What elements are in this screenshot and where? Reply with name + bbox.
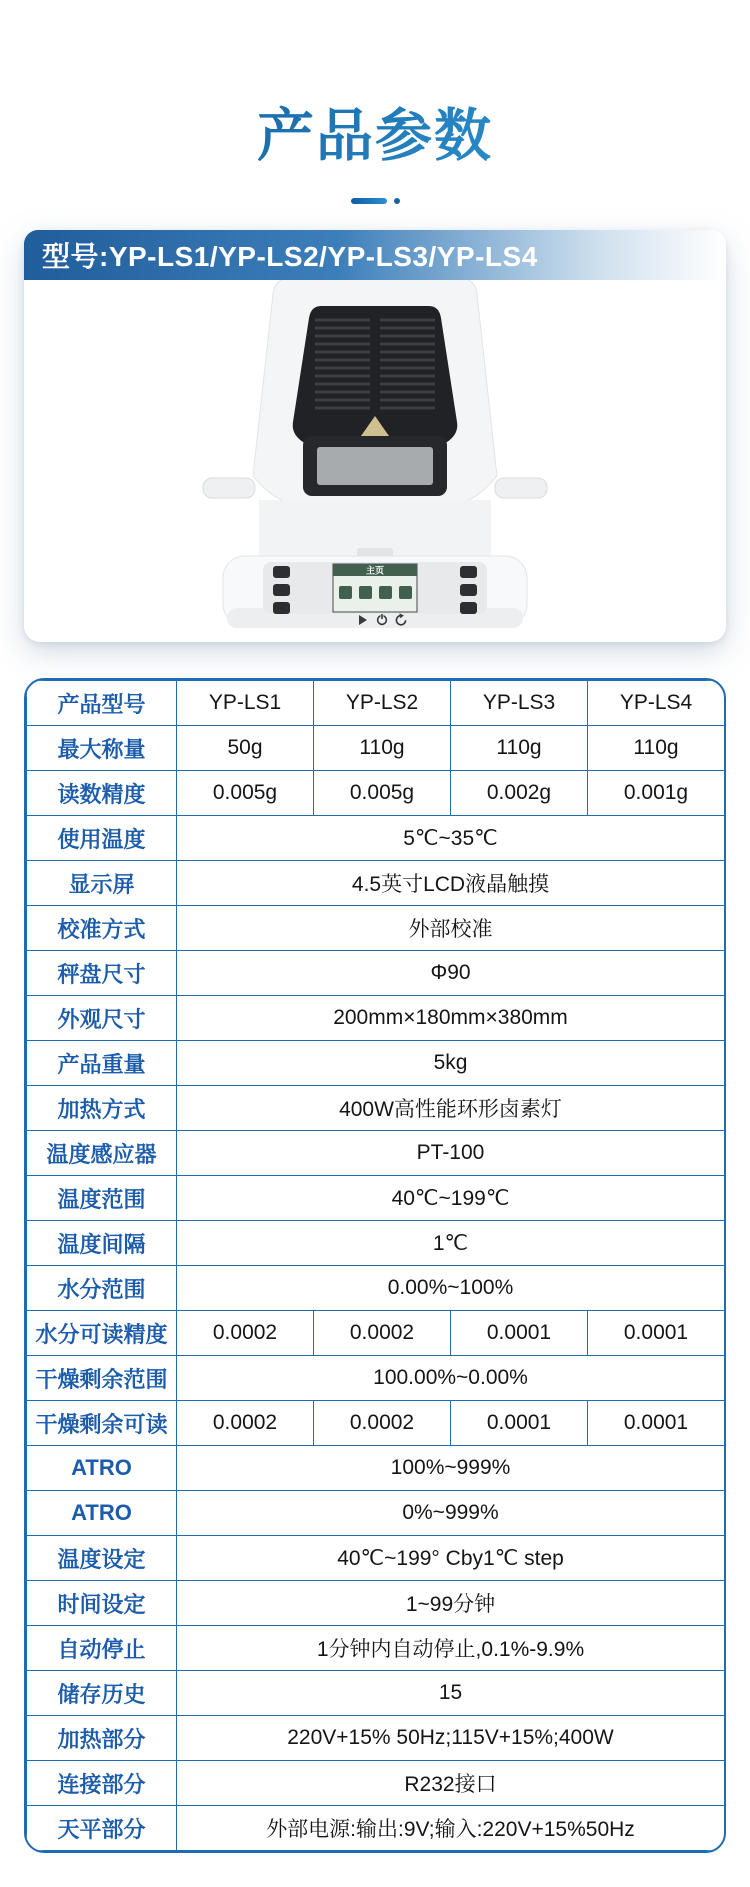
spec-value: YP-LS1 [177, 681, 314, 726]
spec-value: 1分钟内自动停止,0.1%-9.9% [177, 1626, 725, 1671]
device-screen-title: 主页 [365, 565, 385, 576]
spec-value: 0.0002 [177, 1311, 314, 1356]
spec-label: 加热部分 [27, 1716, 177, 1761]
table-row [27, 816, 725, 861]
spec-label: 外观尺寸 [27, 996, 177, 1041]
section-divider [0, 198, 750, 204]
table-row [27, 1176, 725, 1221]
table-row [27, 1761, 725, 1806]
spec-label: 校准方式 [27, 906, 177, 951]
spec-label: 温度感应器 [27, 1131, 177, 1176]
spec-value: Φ90 [177, 951, 725, 996]
spec-value: PT-100 [177, 1131, 725, 1176]
spec-value: 0.002g [451, 771, 588, 816]
table-row [27, 1536, 725, 1581]
spec-table [24, 678, 726, 1853]
table-row [27, 1266, 725, 1311]
spec-value: 外部电源:输出:9V;输入:220V+15%50Hz [177, 1806, 725, 1851]
spec-label: 显示屏 [27, 861, 177, 906]
spec-label: 储存历史 [27, 1671, 177, 1716]
spec-value: 0.0001 [588, 1401, 725, 1446]
spec-label: 水分可读精度 [27, 1311, 177, 1356]
spec-value: 0.005g [177, 771, 314, 816]
table-row [27, 1716, 725, 1761]
spec-value: YP-LS2 [314, 681, 451, 726]
spec-value: 0.00%~100% [177, 1266, 725, 1311]
spec-label: 产品型号 [27, 681, 177, 726]
table-row [27, 1041, 725, 1086]
table-row [27, 951, 725, 996]
table-row [27, 726, 725, 771]
left-handle [203, 478, 255, 498]
spec-value: 外部校准 [177, 906, 725, 951]
spec-value: 0.0001 [451, 1311, 588, 1356]
table-row [27, 906, 725, 951]
spec-value: 5kg [177, 1041, 725, 1086]
spec-value: 220V+15% 50Hz;115V+15%;400W [177, 1716, 725, 1761]
table-row [27, 771, 725, 816]
table-row [27, 1086, 725, 1131]
spec-value: R232接口 [177, 1761, 725, 1806]
spec-value: 100%~999% [177, 1446, 725, 1491]
spec-value: 4.5英寸LCD液晶触摸 [177, 861, 725, 906]
inspection-window [317, 447, 433, 485]
table-row [27, 1446, 725, 1491]
spec-label: 水分范围 [27, 1266, 177, 1311]
right-button-column [460, 566, 477, 614]
spec-value: 400W高性能环形卤素灯 [177, 1086, 725, 1131]
spec-value: 15 [177, 1671, 725, 1716]
spec-value: 1~99分钟 [177, 1581, 725, 1626]
table-row [27, 1356, 725, 1401]
spec-label: 温度范围 [27, 1176, 177, 1221]
spec-value: 110g [588, 726, 725, 771]
spec-label: ATRO [27, 1491, 177, 1536]
spec-value: 50g [177, 726, 314, 771]
divider-dot [394, 198, 400, 204]
divider-bar [351, 198, 387, 204]
table-row [27, 1671, 725, 1716]
spec-value: 110g [451, 726, 588, 771]
model-card-header: 型号:YP-LS1/YP-LS2/YP-LS3/YP-LS4 [24, 230, 726, 280]
table-row [27, 1131, 725, 1176]
right-handle [495, 478, 547, 498]
spec-label: 加热方式 [27, 1086, 177, 1131]
model-card [24, 230, 726, 642]
table-row [27, 1806, 725, 1851]
spec-value: 0.0001 [588, 1311, 725, 1356]
spec-value: 0.0002 [177, 1401, 314, 1446]
moisture-analyzer-illustration [175, 280, 575, 632]
spec-label: 连接部分 [27, 1761, 177, 1806]
table-row [27, 681, 725, 726]
spec-label: 时间设定 [27, 1581, 177, 1626]
table-row [27, 996, 725, 1041]
spec-label: 干燥剩余可读 [27, 1401, 177, 1446]
table-row [27, 1401, 725, 1446]
spec-value: 110g [314, 726, 451, 771]
spec-value: 1℃ [177, 1221, 725, 1266]
spec-label: 产品重量 [27, 1041, 177, 1086]
spec-label: 温度间隔 [27, 1221, 177, 1266]
spec-label: 读数精度 [27, 771, 177, 816]
spec-value: 0.0002 [314, 1401, 451, 1446]
spec-label: 最大称量 [27, 726, 177, 771]
spec-label: 秤盘尺寸 [27, 951, 177, 996]
table-row [27, 1581, 725, 1626]
spec-label: 温度设定 [27, 1536, 177, 1581]
table-row [27, 1491, 725, 1536]
spec-table-body [27, 681, 725, 1851]
spec-value: 200mm×180mm×380mm [177, 996, 725, 1041]
spec-value: 5℃~35℃ [177, 816, 725, 861]
spec-label: 自动停止 [27, 1626, 177, 1671]
left-button-column [273, 566, 290, 614]
spec-value: 0.0002 [314, 1311, 451, 1356]
spec-value: 0.001g [588, 771, 725, 816]
product-parameters-page [0, 90, 750, 1887]
product-image [24, 280, 726, 642]
table-row [27, 1311, 725, 1356]
spec-value: 40℃~199° Cby1℃ step [177, 1536, 725, 1581]
spec-value: 0.0001 [451, 1401, 588, 1446]
table-row [27, 1221, 725, 1266]
spec-value: YP-LS4 [588, 681, 725, 726]
spec-label: ATRO [27, 1446, 177, 1491]
spec-value: 0%~999% [177, 1491, 725, 1536]
spec-value: 0.005g [314, 771, 451, 816]
table-row [27, 861, 725, 906]
spec-label: 干燥剩余范围 [27, 1356, 177, 1401]
table-row [27, 1626, 725, 1671]
spec-label: 使用温度 [27, 816, 177, 861]
spec-value: YP-LS3 [451, 681, 588, 726]
spec-value: 40℃~199℃ [177, 1176, 725, 1221]
spec-value: 100.00%~0.00% [177, 1356, 725, 1401]
page-title: 产品参数 [0, 90, 750, 172]
spec-label: 天平部分 [27, 1806, 177, 1851]
